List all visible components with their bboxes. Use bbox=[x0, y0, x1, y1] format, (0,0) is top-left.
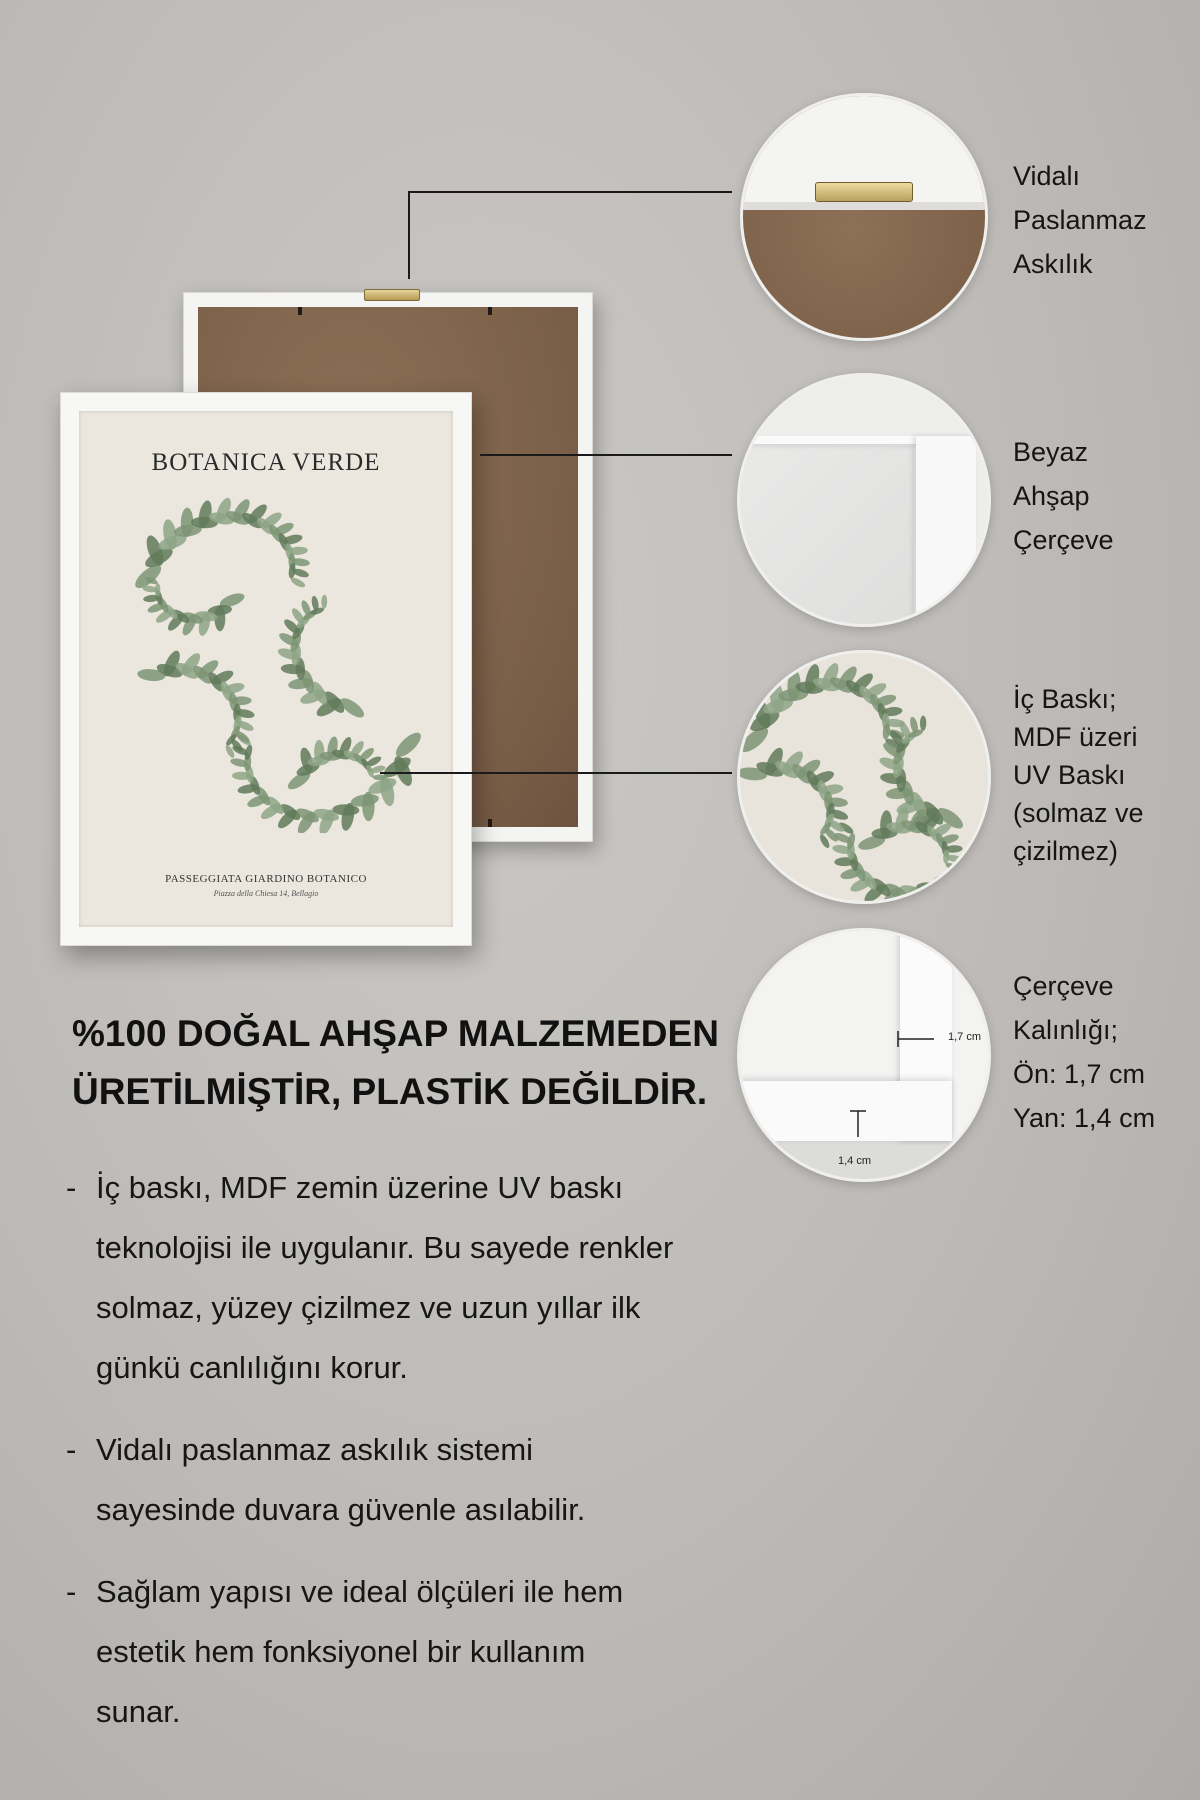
poster-title: BOTANICA VERDE bbox=[151, 449, 381, 476]
label-thickness: Çerçeve Kalınlığı; Ön: 1,7 cm Yan: 1,4 cm bbox=[1013, 971, 1156, 1133]
front-dimension-label: 1,7 cm bbox=[948, 1031, 982, 1043]
list-item: - Vidalı paslanmaz askılık sistemi sayesinde duvara güvenle asılabilir. bbox=[66, 1432, 586, 1527]
label-hanger: Vidalı Paslanmaz Askılık bbox=[1013, 161, 1147, 279]
callout-line-frame bbox=[480, 454, 732, 456]
label-print: İç Baskı; MDF üzeri UV Baskı (solmaz ve çizilmez) bbox=[1013, 684, 1144, 866]
hanger-icon bbox=[815, 182, 913, 202]
hanger-bracket bbox=[364, 289, 420, 301]
hanger-detail-circle bbox=[740, 93, 988, 341]
front-frame-image bbox=[60, 392, 472, 946]
poster-subtitle: PASSEGGIATA GIARDINO BOTANICO bbox=[165, 873, 367, 885]
feature-list bbox=[66, 1158, 786, 1764]
callout-line-print bbox=[380, 772, 732, 774]
poster-address: Piazza della Chiesa 14, Bellagio bbox=[213, 889, 319, 898]
poster-print bbox=[79, 411, 453, 927]
list-item: - Sağlam yapısı ve ideal ölçüleri ile hem estetik hem fonksiyonel bir kullanım sunar. bbox=[66, 1574, 624, 1729]
callout-line-hanger-v bbox=[408, 191, 410, 279]
thickness-detail-circle bbox=[737, 928, 991, 1182]
frame-corner-detail-circle bbox=[737, 373, 991, 627]
callout-line-hanger-h bbox=[408, 191, 732, 193]
fern-artwork bbox=[113, 493, 421, 833]
side-dimension-label: 1,4 cm bbox=[838, 1155, 872, 1167]
label-frame: Beyaz Ahşap Çerçeve bbox=[1013, 437, 1114, 555]
headline: %100 DOĞAL AHŞAP MALZEMEDEN ÜRETİLMİŞTİR, PLASTİK DEĞİLDİR. bbox=[72, 1013, 719, 1112]
list-item: - İç baskı, MDF zemin üzerine UV baskı teknolojisi ile uygulanır. Bu sayede renkler solmaz, yüzey çizilmez ve uzun yıllar ilk günkü canlılığını korur. bbox=[66, 1170, 674, 1385]
print-detail-circle bbox=[737, 650, 991, 904]
